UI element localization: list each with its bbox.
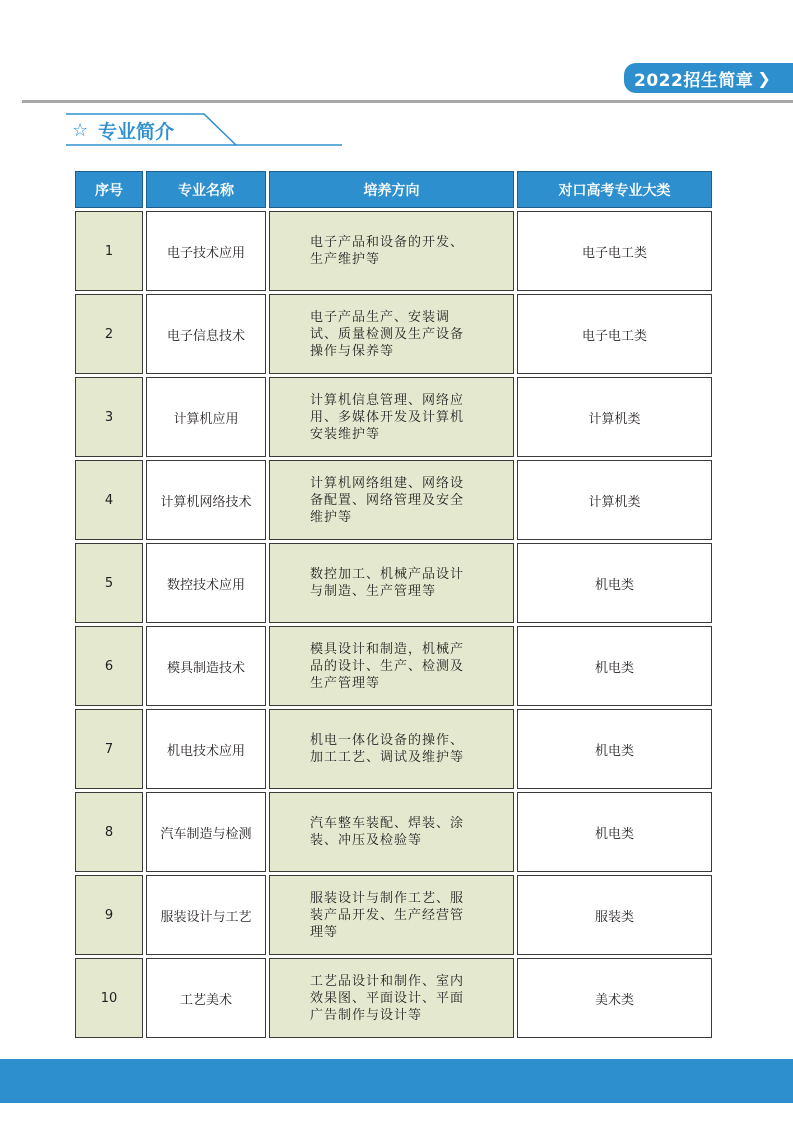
row-category: 美术类 bbox=[517, 958, 712, 1038]
row-direction: 机电一体化设备的操作、加工工艺、调试及维护等 bbox=[269, 709, 514, 789]
star-icon: ☆ bbox=[72, 120, 89, 141]
brochure-title: 2022招生简章 bbox=[634, 70, 754, 91]
table-row bbox=[75, 294, 712, 374]
row-direction: 电子产品和设备的开发、生产维护等 bbox=[269, 211, 514, 291]
row-category: 电子电工类 bbox=[517, 211, 712, 291]
table-row bbox=[75, 377, 712, 457]
table-row bbox=[75, 460, 712, 540]
row-direction: 汽车整车装配、焊装、涂装、冲压及检验等 bbox=[269, 792, 514, 872]
row-major-name: 电子技术应用 bbox=[146, 211, 266, 291]
table-row bbox=[75, 958, 712, 1038]
section-header bbox=[66, 112, 346, 148]
row-seq: 8 bbox=[75, 792, 143, 872]
footer-bar bbox=[0, 1059, 793, 1103]
row-direction: 计算机信息管理、网络应用、多媒体开发及计算机安装维护等 bbox=[269, 377, 514, 457]
row-direction: 数控加工、机械产品设计与制造、生产管理等 bbox=[269, 543, 514, 623]
table-row bbox=[75, 792, 712, 872]
row-major-name: 数控技术应用 bbox=[146, 543, 266, 623]
row-category: 服装类 bbox=[517, 875, 712, 955]
row-direction: 服装设计与制作工艺、服装产品开发、生产经营管理等 bbox=[269, 875, 514, 955]
top-divider bbox=[22, 100, 793, 103]
header-seq: 序号 bbox=[75, 171, 143, 208]
row-direction: 模具设计和制造，机械产品的设计、生产、检测及生产管理等 bbox=[269, 626, 514, 706]
header-direction: 培养方向 bbox=[269, 171, 514, 208]
row-seq: 10 bbox=[75, 958, 143, 1038]
row-category: 计算机类 bbox=[517, 377, 712, 457]
row-category: 机电类 bbox=[517, 626, 712, 706]
row-major-name: 计算机应用 bbox=[146, 377, 266, 457]
row-direction: 电子产品生产、安装调试、质量检测及生产设备操作与保养等 bbox=[269, 294, 514, 374]
row-seq: 5 bbox=[75, 543, 143, 623]
row-seq: 9 bbox=[75, 875, 143, 955]
brochure-badge bbox=[624, 63, 793, 93]
row-seq: 4 bbox=[75, 460, 143, 540]
row-seq: 7 bbox=[75, 709, 143, 789]
row-category: 电子电工类 bbox=[517, 294, 712, 374]
row-seq: 3 bbox=[75, 377, 143, 457]
row-direction: 工艺品设计和制作、室内效果图、平面设计、平面广告制作与设计等 bbox=[269, 958, 514, 1038]
chevron-right-icon: ❯ bbox=[757, 68, 772, 88]
row-major-name: 计算机网络技术 bbox=[146, 460, 266, 540]
row-major-name: 机电技术应用 bbox=[146, 709, 266, 789]
row-major-name: 工艺美术 bbox=[146, 958, 266, 1038]
table-header-row bbox=[75, 171, 712, 208]
table-row bbox=[75, 543, 712, 623]
table-row bbox=[75, 211, 712, 291]
row-category: 机电类 bbox=[517, 709, 712, 789]
majors-table bbox=[72, 168, 715, 1041]
header-category: 对口高考专业大类 bbox=[517, 171, 712, 208]
row-major-name: 电子信息技术 bbox=[146, 294, 266, 374]
table-row bbox=[75, 626, 712, 706]
row-major-name: 模具制造技术 bbox=[146, 626, 266, 706]
table-row bbox=[75, 875, 712, 955]
row-category: 机电类 bbox=[517, 792, 712, 872]
row-major-name: 汽车制造与检测 bbox=[146, 792, 266, 872]
row-major-name: 服装设计与工艺 bbox=[146, 875, 266, 955]
row-direction: 计算机网络组建、网络设备配置、网络管理及安全维护等 bbox=[269, 460, 514, 540]
header-major-name: 专业名称 bbox=[146, 171, 266, 208]
row-category: 机电类 bbox=[517, 543, 712, 623]
row-seq: 6 bbox=[75, 626, 143, 706]
row-seq: 2 bbox=[75, 294, 143, 374]
row-category: 计算机类 bbox=[517, 460, 712, 540]
table-row bbox=[75, 709, 712, 789]
section-title: 专业简介 bbox=[98, 121, 175, 143]
row-seq: 1 bbox=[75, 211, 143, 291]
